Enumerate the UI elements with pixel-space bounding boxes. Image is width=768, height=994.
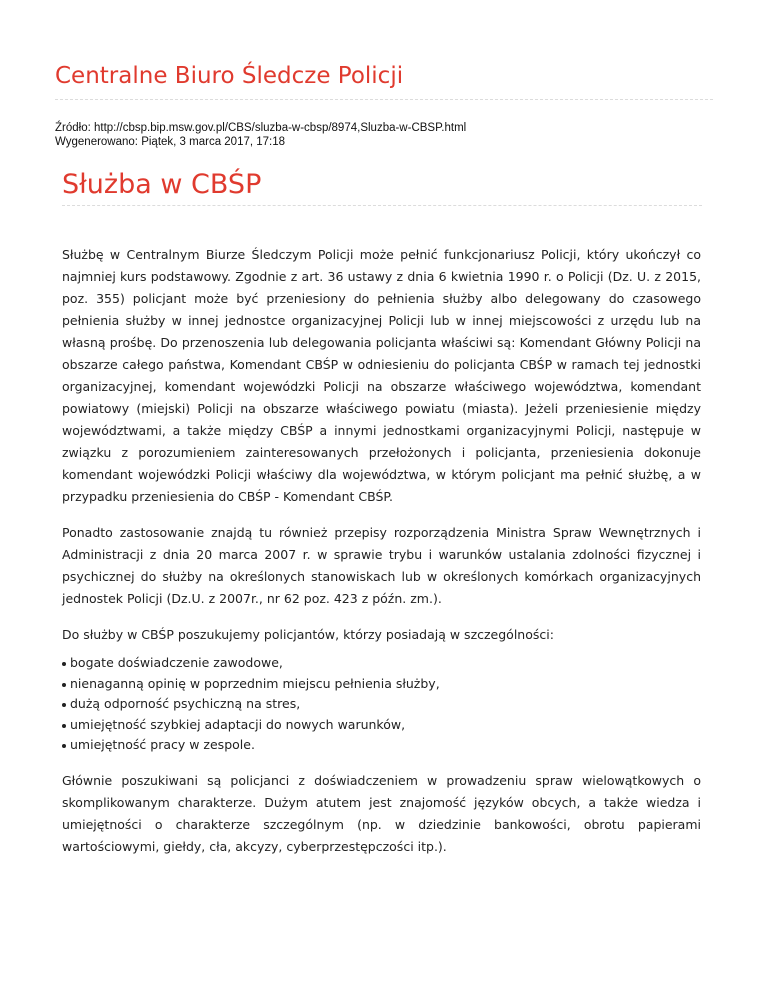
- list-item: umiejętność szybkiej adaptacji do nowych warunków,: [62, 715, 701, 736]
- list-item: nienaganną opinię w poprzednim miejscu pełnienia służby,: [62, 674, 701, 695]
- list-item: bogate doświadczenie zawodowe,: [62, 653, 701, 674]
- print-meta: [55, 121, 466, 149]
- paragraph-service-eligibility: Służbę w Centralnym Biurze Śledczym Policji może pełnić funkcjonariusz Policji, który ukończył co najmniej kurs podstawowy. Zgodnie z art. 36 ustawy z dnia 6 kwietnia 1990 r. o Policji (Dz. U. z 2015, poz. 355) policjant może być przeniesiony do pełnienia służby albo delegowany do czasowego pełnienia służby w innej jednostce organizacyjnej Policji lub w innej miejscowości z urzędu lub na własną prośbę. Do przenoszenia lub delegowania policjanta właściwi są: Komendant Główny Policji na obszarze całego państwa, Komendant CBŚP w odniesieniu do policjanta CBŚP w ramach tej jednostki organizacyjnej, komendant wojewódzki Policji na obszarze właściwego województwa, komendant powiatowy (miejski) Policji na obszarze właściwego powiatu (miasta). Jeżeli przeniesienie między województwami, a także między CBŚP a innymi jednostkami organizacyjnymi Policji, następuje w związku z porozumieniem zainteresowanych przełożonych i policjanta, przeniesienia dokonuje komendant wojewódzki Policji właściwy dla województwa, w którym policjant ma pełnić służbę, a w przypadku przeniesienia do CBŚP - Komendant CBŚP.: [62, 247, 701, 504]
- article-title: Służba w CBŚP: [62, 169, 262, 200]
- list-item: dużą odporność psychiczną na stres,: [62, 694, 701, 715]
- site-title: Centralne Biuro Śledcze Policji: [55, 63, 404, 89]
- list-item: umiejętność pracy w zespole.: [62, 735, 701, 756]
- requirements-list: [62, 653, 701, 756]
- article-body: [62, 244, 701, 858]
- title-divider: [62, 205, 702, 206]
- paragraph-regulations: Ponadto zastosowanie znajdą tu również przepisy rozporządzenia Ministra Spraw Wewnętrznych i Administracji z dnia 20 marca 2007 r. w sprawie trybu i warunków ustalania zdolności fizycznej i psychicznej do służby na określonych stanowiskach lub w określonych komórkach organizacyjnych jednostek Policji (Dz.U. z 2007r., nr 62 poz. 423 z późn. zm.).: [62, 525, 701, 606]
- source-url: Źródło: http://cbsp.bip.msw.gov.pl/CBS/sluzba-w-cbsp/8974,Sluzba-w-CBSP.html: [55, 122, 467, 134]
- header-divider: [55, 99, 713, 100]
- paragraph-closing: Głównie poszukiwani są policjanci z doświadczeniem w prowadzeniu spraw wielowątkowych o skomplikowanym charakterze. Dużym atutem jest znajomość języków obcych, a także wiedza i umiejętności o charakterze szczególnym (np. w dziedzinie bankowości, obrotu papierami wartościowymi, giełdy, cła, akcyzy, cyberprzestępczości itp.).: [62, 772, 701, 854]
- paragraph-requirements-intro: Do służby w CBŚP poszukujemy policjantów, którzy posiadają w szczególności:: [62, 627, 554, 642]
- generated-timestamp: Wygenerowano: Piątek, 3 marca 2017, 17:18: [55, 136, 286, 148]
